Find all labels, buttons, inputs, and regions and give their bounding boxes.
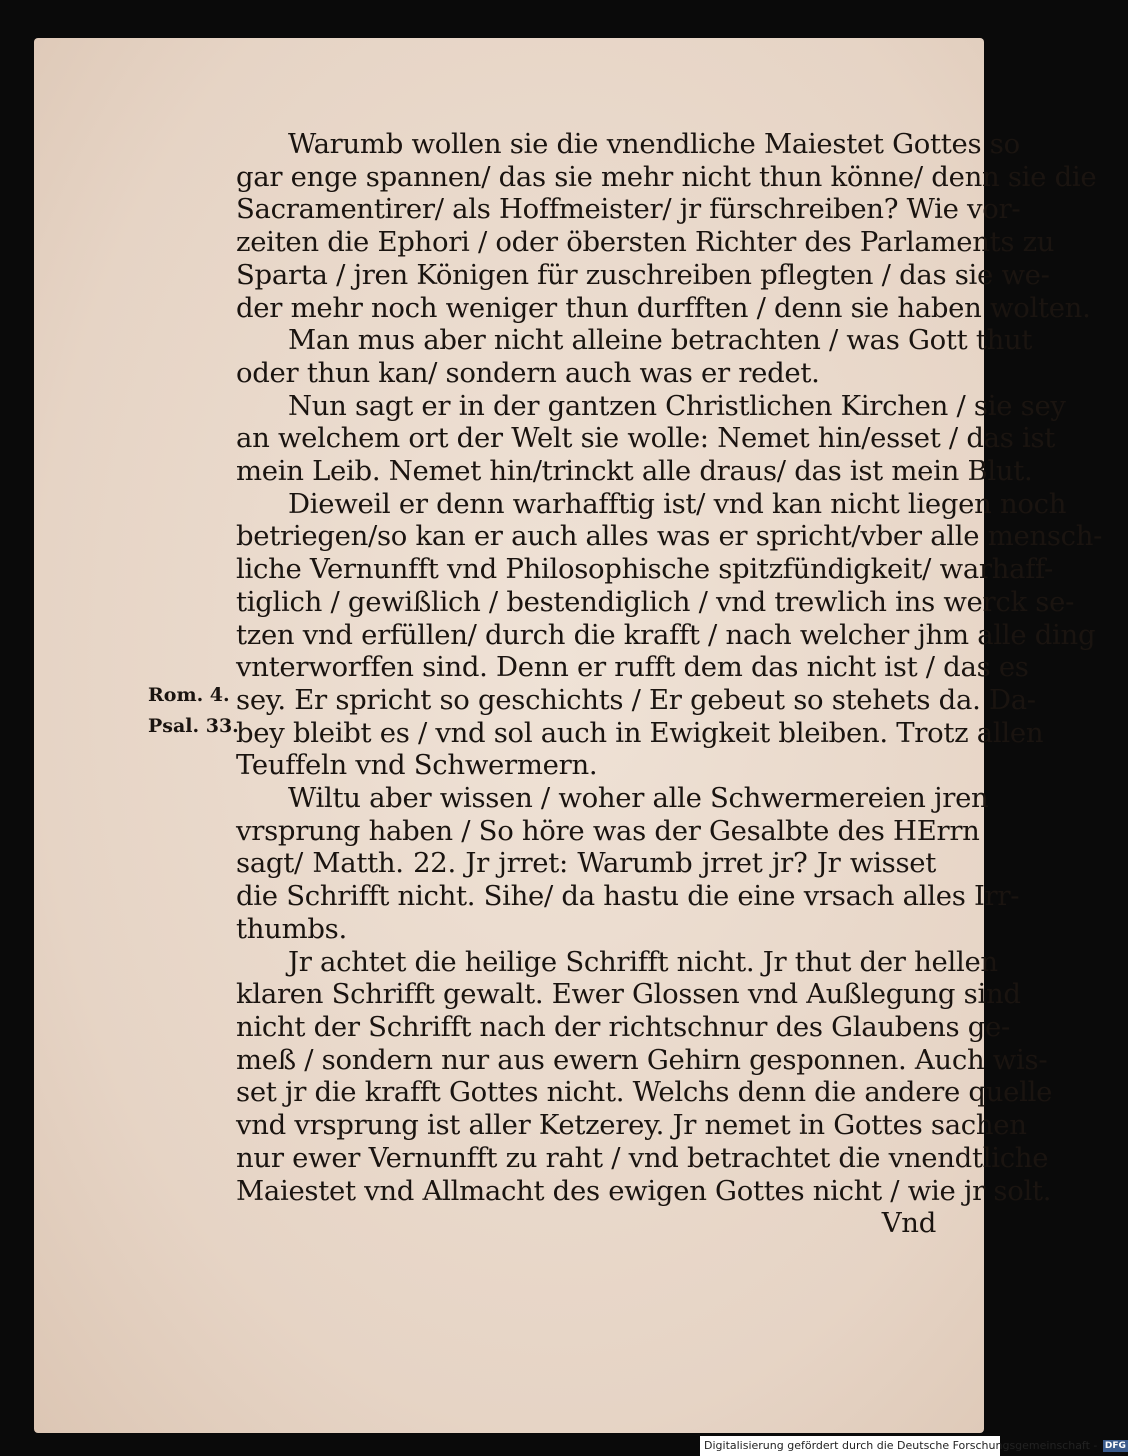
text-line: sey. Er spricht so geschichts / Er gebeut so stehets da. Da-	[236, 683, 1036, 716]
page-text	[236, 128, 1103, 1240]
text-line: mein Leib. Nemet hin/trinckt alle draus/ das ist mein Blut.	[236, 455, 1033, 488]
text-line: Sparta / jren Königen für zuschreiben pflegten / das sie we-	[236, 258, 1050, 291]
text-line: nur ewer Vernunfft zu raht / vnd betrachtet die vnendtliche	[236, 1141, 1049, 1174]
text-line: nicht der Schrifft nach der richtschnur des Glaubens ge-	[236, 1010, 1011, 1043]
text-line: vrsprung haben / So höre was der Gesalbte des HErrn	[236, 814, 980, 847]
text-line: Sacramentirer/ als Hoffmeister/ jr fürschreiben? Wie vor-	[236, 193, 1021, 226]
footer-text: Digitalisierung gefördert durch die Deutsche Forschungsgemeinschaft -	[704, 1439, 1098, 1452]
margin-note-psal: Psal. 33.	[148, 715, 239, 737]
text-line: klaren Schrifft gewalt. Ewer Glossen vnd Außlegung sind	[236, 978, 1021, 1011]
text-line: an welchem ort der Welt sie wolle: Nemet hin/esset / das ist	[236, 422, 1056, 455]
text-line: Teuffeln vnd Schwermern.	[236, 749, 598, 782]
text-line: tiglich / gewißlich / bestendiglich / vnd trewlich ins werck se-	[236, 585, 1075, 618]
text-line: Warumb wollen sie die vnendliche Maiestet Gottes so	[288, 128, 1020, 160]
text-line: die Schrifft nicht. Sihe/ da hastu die eine vrsach alles Irr-	[236, 880, 1020, 913]
text-line: set jr die krafft Gottes nicht. Welchs denn die andere quelle	[236, 1076, 1053, 1109]
text-line: der mehr noch weniger thun durfften / denn sie haben wolten.	[236, 291, 1091, 324]
text-line: gar enge spannen/ das sie mehr nicht thun könne/ denn sie die	[236, 160, 1097, 193]
text-line: Maiestet vnd Allmacht des ewigen Gottes nicht / wie jr solt.	[236, 1174, 1052, 1207]
text-line: Jr achtet die heilige Schrifft nicht. Jr thut der hellen	[288, 945, 998, 978]
text-line: Man mus aber nicht alleine betrachten / was Gott thut	[288, 324, 1033, 357]
text-line: Nun sagt er in der gantzen Christlichen Kirchen / sie sey	[288, 389, 1066, 422]
text-line: meß / sondern nur aus ewern Gehirn gesponnen. Auch wis-	[236, 1043, 1048, 1076]
catchword: Vnd	[881, 1207, 936, 1240]
text-line: thumbs.	[236, 912, 347, 945]
text-line: oder thun kan/ sondern auch was er redet.	[236, 356, 820, 389]
text-line: liche Vernunfft vnd Philosophische spitzfündigkeit/ warhaff-	[236, 553, 1054, 586]
text-line: vnd vrsprung ist aller Ketzerey. Jr nemet in Gottes sachen	[236, 1109, 1027, 1142]
text-line: tzen vnd erfüllen/ durch die krafft / nach welcher jhm alle ding	[236, 618, 1096, 651]
text-line: vnterworffen sind. Denn er rufft dem das nicht ist / das es	[236, 651, 1029, 684]
text-line: betriegen/so kan er auch alles was er spricht/vber alle mensch-	[236, 520, 1103, 553]
text-line: zeiten die Ephori / oder öbersten Richter des Parlaments zu	[236, 226, 1055, 259]
dfg-logo: DFG	[1104, 1441, 1126, 1451]
text-line: Dieweil er denn warhafftig ist/ vnd kan nicht liegen noch	[288, 487, 1067, 520]
text-line: Wiltu aber wissen / woher alle Schwermereien jren	[288, 782, 989, 815]
text-line: bey bleibt es / vnd sol auch in Ewigkeit bleiben. Trotz allen	[236, 716, 1044, 749]
margin-note-rom: Rom. 4.	[148, 684, 230, 706]
text-line: sagt/ Matth. 22. Jr jrret: Warumb jrret jr? Jr wisset	[236, 847, 936, 880]
footer-credit	[700, 1436, 1126, 1456]
